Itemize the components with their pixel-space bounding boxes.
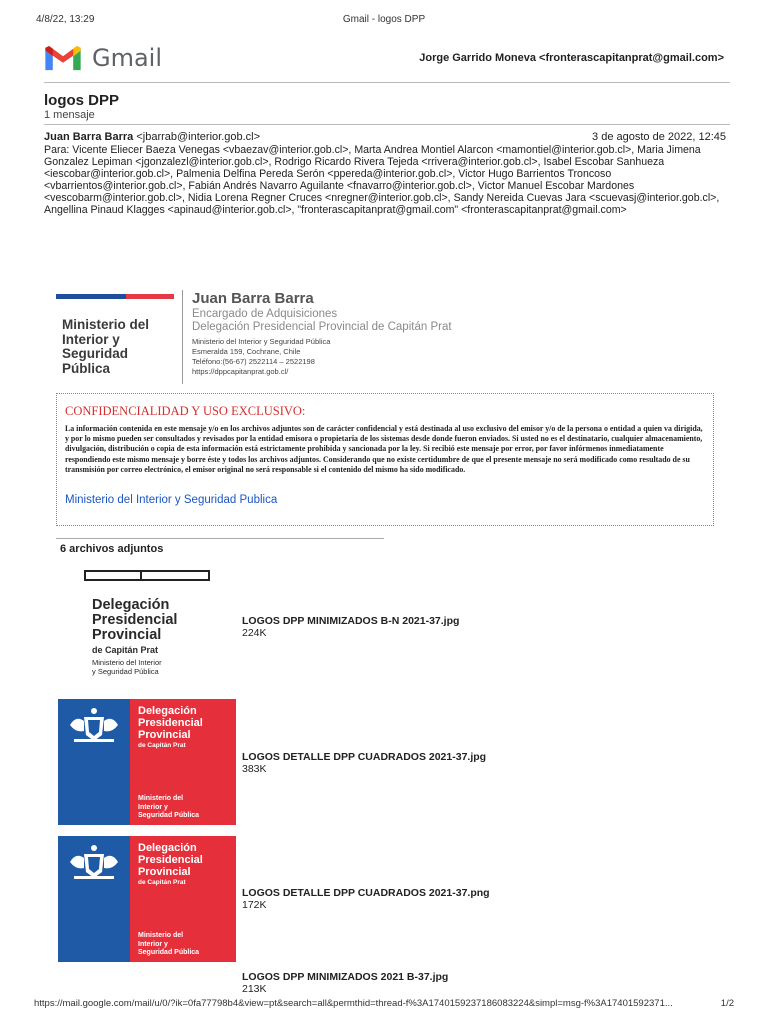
signature-contact: Ministerio del Interior y Seguridad Pública Esmeralda 159, Cochrane, Chile Teléfono:(56-67) 2522114 – 2522198 https://dppcapitanprat.gob.cl/ bbox=[192, 337, 592, 377]
page-url: https://mail.google.com/mail/u/0/?ik=0fa77798b4&view=pt&search=all&permthid=thread-f%3A1740159237186083224&simpl=msg-f%3A17401592371... bbox=[34, 998, 673, 1009]
print-datetime: 4/8/22, 13:29 bbox=[36, 14, 95, 25]
signature-role: Encargado de Adquisiciones Delegación Presidencial Provincial de Capitán Prat bbox=[192, 308, 452, 333]
gmail-logo-icon bbox=[44, 46, 82, 72]
attachment-size: 224K bbox=[242, 627, 267, 639]
attachment-name[interactable]: LOGOS DETALLE DPP CUADRADOS 2021-37.png bbox=[242, 887, 490, 899]
email-signature bbox=[56, 290, 716, 390]
divider bbox=[44, 82, 730, 83]
recipients: Para: Vicente Eliecer Baeza Venegas <vbaezav@interior.gob.cl>, Marta Andrea Montiel Alarcon <mamontiel@interior.gob.cl>, Maria Jimena Gonzalez Lepiman <jgonzalezl@interior.gob.cl>, Rodrigo Ricardo Rivera Tejeda <rrivera@interior.gob.cl>, Isabel Escobar Sanhueza <iescobar@interior.gob.cl>, Palmenia Delfina Pereda Serón <ppereda@interior.gob.cl>, Victor Hugo Barrientos Troncoso <vbarrientos@interior.gob.cl>, Fabián Andrés Navarro Aguilante <fnavarro@interior.gob.cl>, Victor Manuel Escobar Mardones <vescobarm@interior.gob.cl>, Nidia Lorena Regner Cruces <nregner@interior.gob.cl>, Sandy Nereida Cuevas Jara <scuevasj@interior.gob.cl>, Angellina Pinaud Klagges <apinaud@interior.gob.cl>, "fronterascapitanprat@gmail.com" <fronterascapitanprat@gmail.com> bbox=[44, 144, 720, 217]
confidentiality-notice bbox=[56, 393, 714, 526]
ministry-color-bar bbox=[56, 294, 174, 299]
print-title: Gmail - logos DPP bbox=[342, 14, 426, 25]
attachment-size: 383K bbox=[242, 763, 267, 775]
attachment-size: 213K bbox=[242, 983, 267, 995]
attachment-item[interactable] bbox=[56, 836, 516, 962]
divider bbox=[44, 124, 730, 125]
confidentiality-body: La información contenida en este mensaje y/o en los archivos adjuntos son de carácter confidencial y está destinada al uso exclusivo del emisor y/o de la persona o entidad a quien va dirigida, y por lo mismo pueden ser consultados y revisados por la entidad emisora o propietaria de los sistemas desde donde fueron enviados. Si usted no es el destinatario, cualquier almacenamiento, divulgación, distribución o copia de esta información está estrictamente prohibida y sancionada por la ley. Si recibió este mensaje por error, por favor infórmenos inmediatamente respondiendo este mismo mensaje y borre éste y todos los archivos adjuntos. Considerando que no existe certidumbre de que el presente mensaje no será modificado como resultado de su transmisión por correo electrónico, el emisor original no será responsable si el contenido del mismo ha sido modificado. bbox=[65, 424, 703, 474]
attachment-thumbnail[interactable]: Delegación Presidencial Provincial de Capitán Prat Ministerio del Interior y Seguridad Pública bbox=[58, 836, 236, 962]
page-number: 1/2 bbox=[720, 998, 734, 1009]
signature-name: Juan Barra Barra bbox=[192, 290, 314, 307]
gmail-header bbox=[44, 44, 734, 76]
sender-email: <jbarrab@interior.gob.cl> bbox=[136, 131, 261, 143]
ministry-logo-text: Ministerio del Interior y Seguridad Pública bbox=[62, 317, 150, 376]
coat-of-arms-icon bbox=[66, 842, 122, 882]
sender bbox=[44, 131, 260, 143]
confidentiality-title: CONFIDENCIALIDAD Y USO EXCLUSIVO: bbox=[65, 404, 306, 418]
message-count: 1 mensaje bbox=[44, 109, 95, 121]
confidentiality-ministry: Ministerio del Interior y Seguridad Publica bbox=[65, 494, 278, 506]
sender-name: Juan Barra Barra bbox=[44, 131, 134, 143]
attachment-name[interactable]: LOGOS DPP MINIMIZADOS B-N 2021-37.jpg bbox=[242, 615, 460, 627]
thread-subject: logos DPP bbox=[44, 92, 120, 109]
attachment-item[interactable] bbox=[56, 570, 516, 685]
logo-bars bbox=[84, 570, 210, 581]
gmail-wordmark: Gmail bbox=[92, 44, 163, 72]
attachment-item[interactable] bbox=[56, 699, 516, 825]
signature-divider bbox=[182, 290, 183, 384]
attachment-name[interactable]: LOGOS DETALLE DPP CUADRADOS 2021-37.jpg bbox=[242, 751, 487, 763]
attachments-title: 6 archivos adjuntos bbox=[60, 543, 164, 555]
coat-of-arms-icon bbox=[66, 705, 122, 745]
attachment-item[interactable] bbox=[56, 970, 516, 996]
attachment-name[interactable]: LOGOS DPP MINIMIZADOS 2021 B-37.jpg bbox=[242, 971, 449, 983]
divider bbox=[56, 538, 384, 539]
attachment-size: 172K bbox=[242, 899, 267, 911]
message-date: 3 de agosto de 2022, 12:45 bbox=[592, 131, 726, 143]
signature-website-link[interactable]: https://dppcapitanprat.gob.cl/ bbox=[192, 367, 289, 376]
account-name: Jorge Garrido Moneva <fronterascapitanprat@gmail.com> bbox=[419, 52, 724, 64]
attachment-thumbnail[interactable]: Delegación Presidencial Provincial de Capitán Prat Ministerio del Interior y Seguridad Pública bbox=[58, 699, 236, 825]
attachment-thumbnail[interactable]: Delegación Presidencial Provincial de Capitán Prat Ministerio del Interior y Seguridad Pública bbox=[84, 570, 216, 680]
